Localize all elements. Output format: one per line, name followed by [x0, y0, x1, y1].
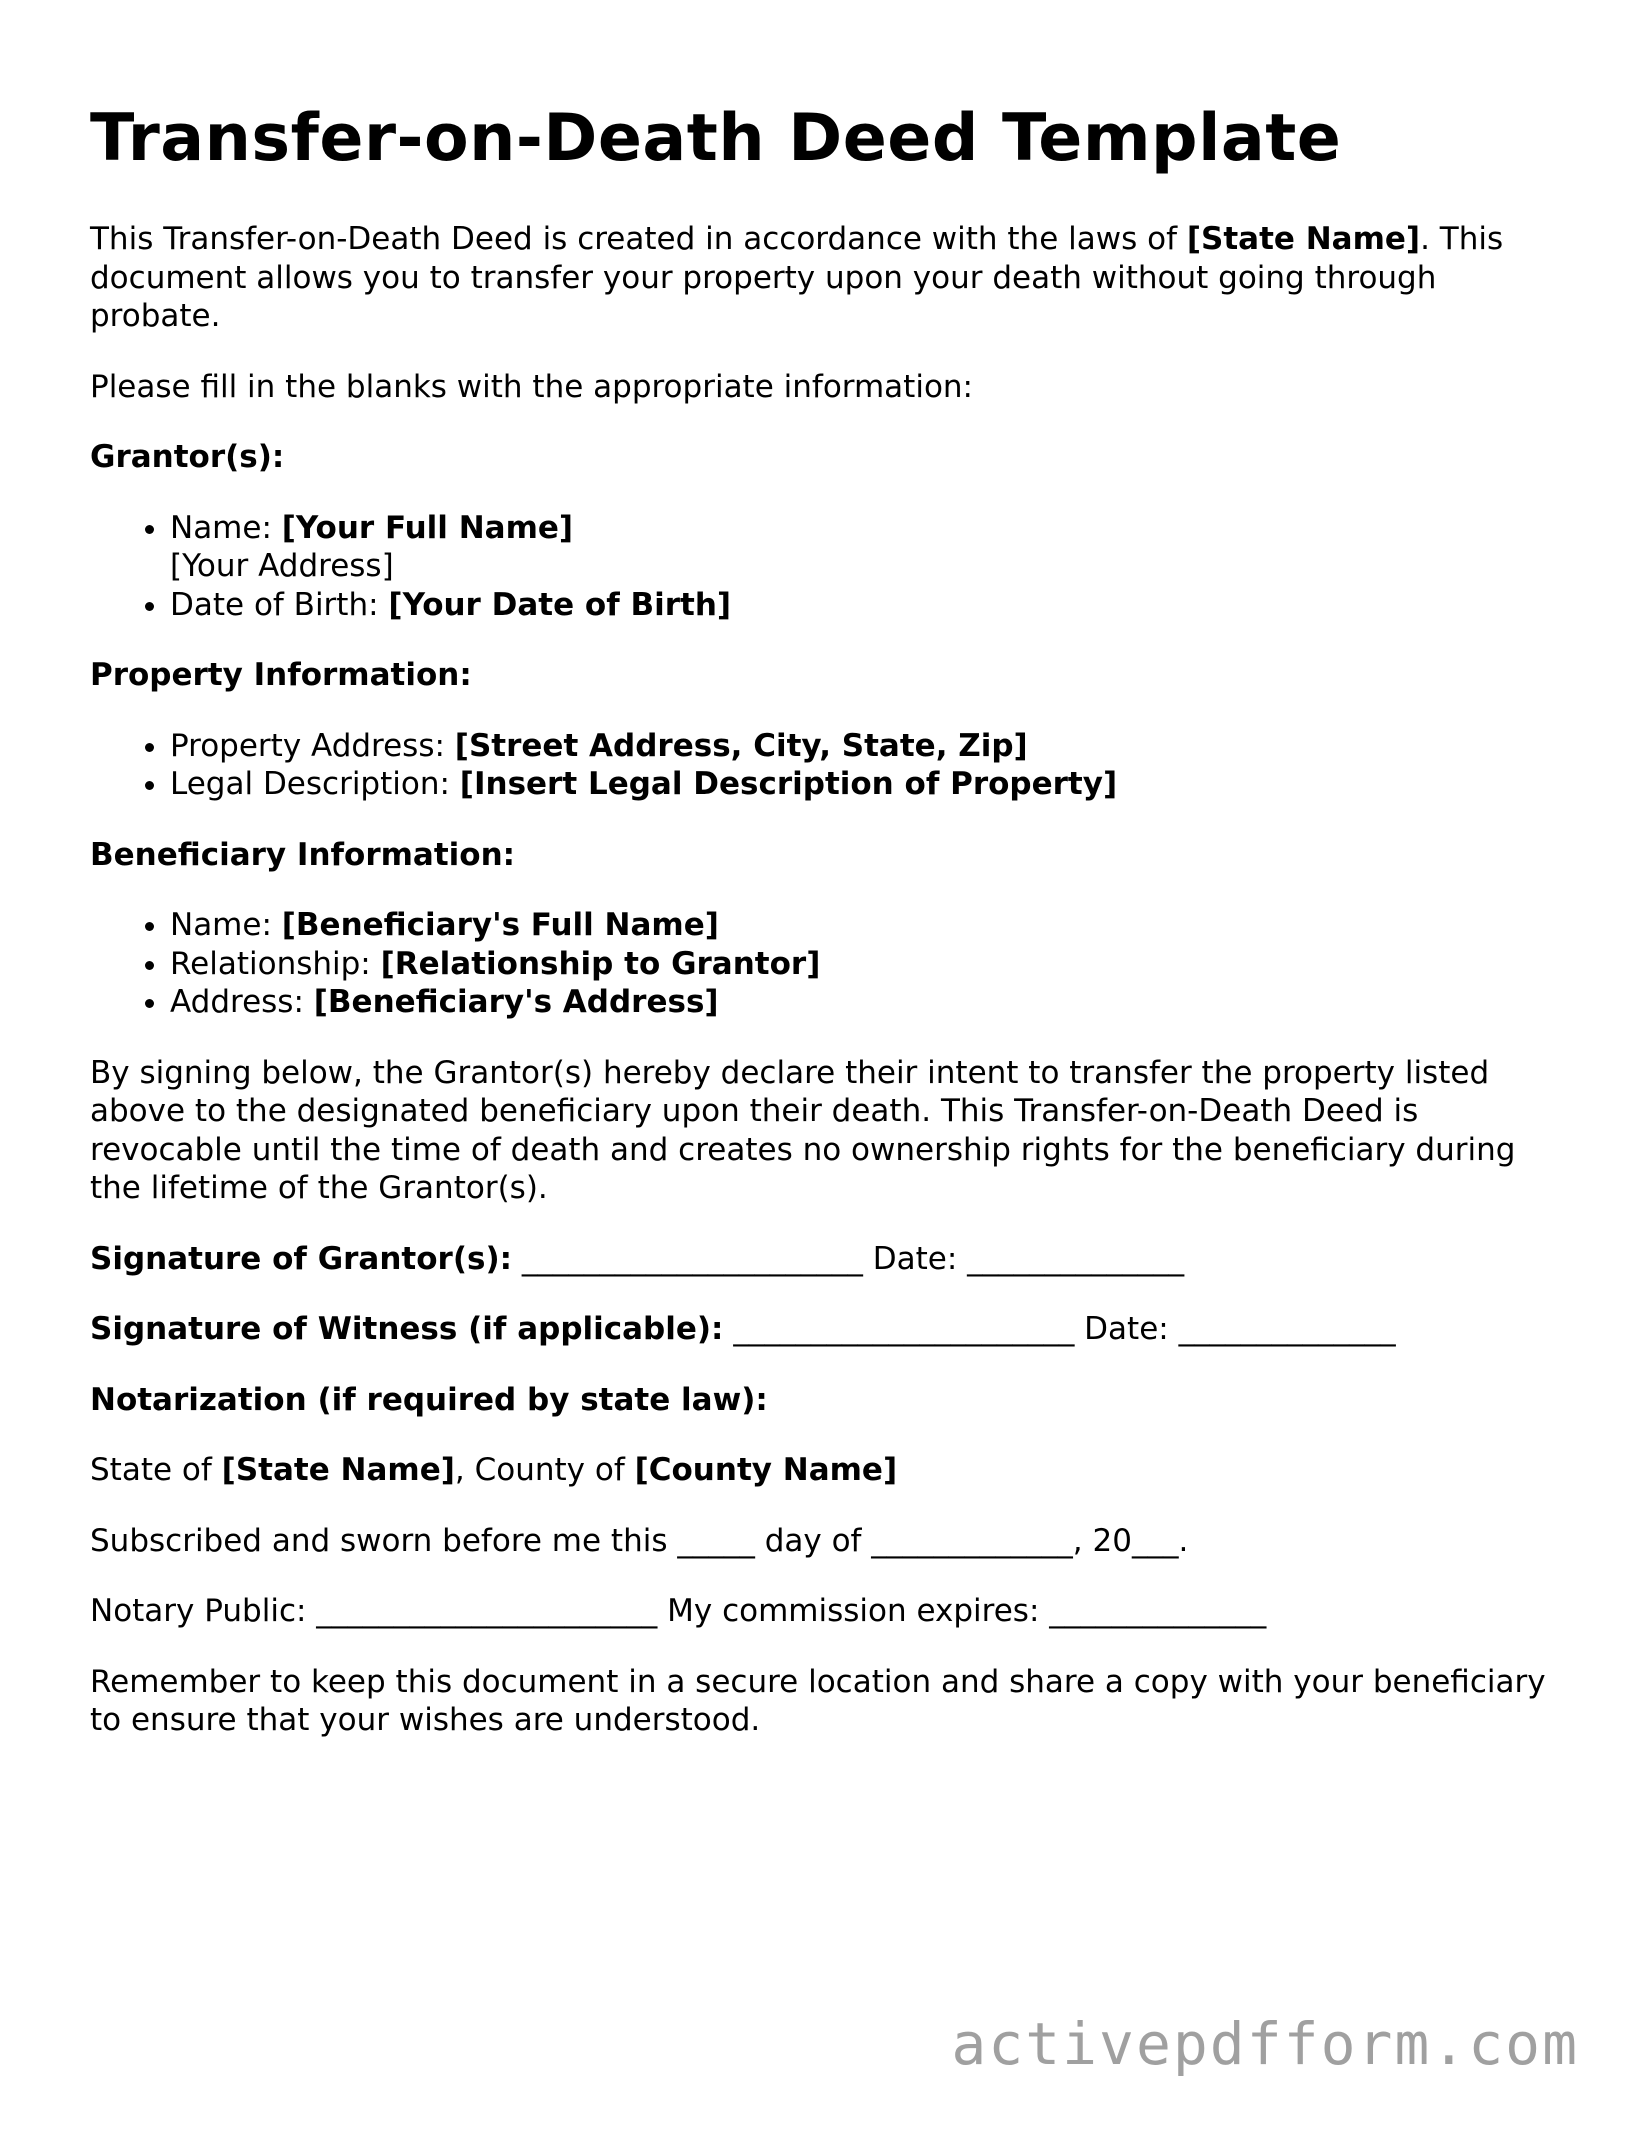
intro-state-placeholder: [State Name] — [1186, 221, 1421, 257]
beneficiary-address-item — [170, 983, 1570, 1022]
grantor-heading: Grantor(s): — [90, 439, 285, 475]
notarization-county-prefix: , County of — [454, 1452, 635, 1488]
notary-public-line: Notary Public: ______________________ My commission expires: ______________ — [90, 1593, 1267, 1629]
beneficiary-name-label: Name: — [170, 907, 282, 943]
document-title: Transfer-on-Death Deed Template — [90, 101, 1342, 176]
property-address-item — [170, 727, 1570, 766]
instructions-paragraph: Please fill in the blanks with the appropriate information: — [90, 368, 974, 405]
beneficiary-relationship-value: [Relationship to Grantor] — [380, 945, 821, 982]
beneficiary-address-label: Address: — [170, 984, 314, 1020]
notarization-state-prefix: State of — [90, 1452, 222, 1488]
notarization-county-value: [County Name] — [634, 1452, 898, 1488]
witness-signature-label: Signature of Witness (if applicable): — [90, 1311, 724, 1347]
property-legal-item — [170, 765, 1570, 804]
property-heading: Property Information: — [90, 657, 472, 693]
document-page — [90, 100, 1570, 1772]
grantor-dob-value: [Your Date of Birth] — [388, 586, 732, 623]
closing-paragraph: Remember to keep this document in a secure location and share a copy with your beneficiary to ensure that your wishes are understood. — [90, 1663, 1546, 1738]
intro-paragraph — [90, 220, 1570, 336]
grantor-signature-label: Signature of Grantor(s): — [90, 1240, 513, 1277]
grantor-dob-label: Date of Birth: — [170, 586, 389, 623]
witness-signature-blanks: ______________________ Date: ______________ — [723, 1311, 1396, 1347]
grantor-signature-blanks: ______________________ Date: ______________ — [512, 1240, 1185, 1277]
property-list — [90, 727, 1570, 804]
beneficiary-name-value: [Beneficiary's Full Name] — [281, 907, 719, 943]
property-legal-value: [Insert Legal Description of Property] — [459, 766, 1118, 802]
property-legal-label: Legal Description: — [170, 766, 460, 802]
beneficiary-relationship-item — [170, 945, 1570, 984]
watermark-text: activepdfform.com — [951, 2010, 1579, 2078]
beneficiary-address-value: [Beneficiary's Address] — [313, 984, 719, 1020]
grantor-address-value: [Your Address] — [170, 548, 394, 584]
beneficiary-list — [90, 906, 1570, 1022]
grantor-name-item — [170, 509, 1570, 586]
property-address-label: Property Address: — [170, 727, 455, 764]
grantor-list — [90, 509, 1570, 625]
notarization-sworn-line: Subscribed and sworn before me this _____ day of _____________, 20___. — [90, 1522, 1189, 1559]
notarization-heading: Notarization (if required by state law): — [90, 1381, 768, 1418]
grantor-dob-item — [170, 586, 1570, 625]
grantor-signature-line — [90, 1240, 1570, 1279]
beneficiary-heading: Beneficiary Information: — [90, 836, 516, 873]
beneficiary-name-item — [170, 906, 1570, 945]
grantor-name-value: [Your Full Name] — [281, 509, 574, 546]
intro-text-1: This Transfer-on-Death Deed is created in accordance with the laws of — [90, 221, 1187, 257]
beneficiary-relationship-label: Relationship: — [170, 945, 381, 982]
witness-signature-line — [90, 1310, 1570, 1349]
intro-text-2: . This document allows you to transfer your property upon your death without going through probate. — [90, 221, 1504, 334]
declaration-paragraph: By signing below, the Grantor(s) hereby declare their intent to transfer the property listed above to the designated beneficiary upon their death. This Transfer-on-Death Deed is revocable until the time of death and creates no ownership rights for the beneficiary during the lifetime of the Grantor(s). — [90, 1054, 1516, 1206]
notarization-state-value: [State Name] — [221, 1452, 455, 1488]
grantor-name-label: Name: — [170, 509, 282, 546]
notarization-state-county — [90, 1451, 1570, 1490]
property-address-value: [Street Address, City, State, Zip] — [454, 727, 1028, 764]
